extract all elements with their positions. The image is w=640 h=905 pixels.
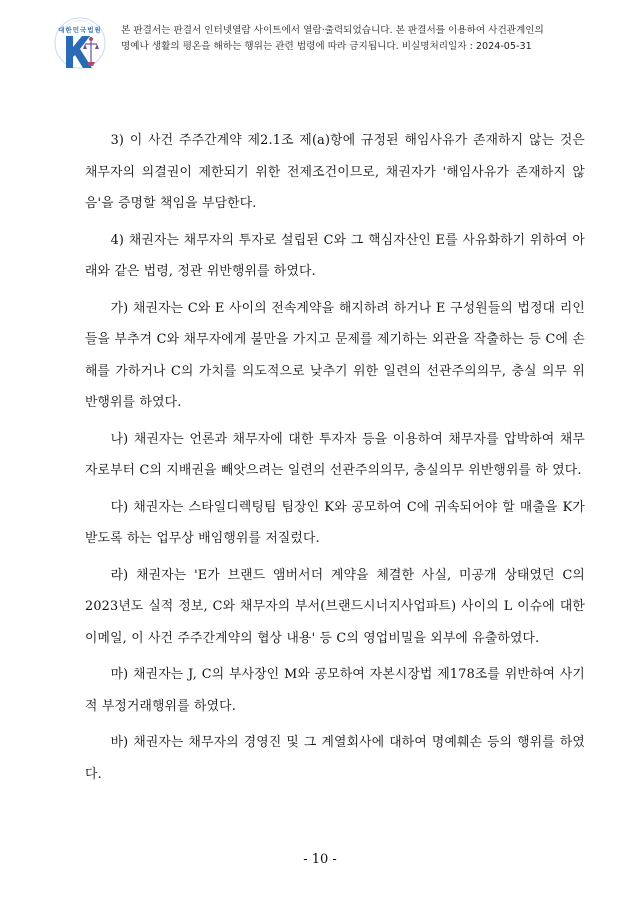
- logo-label: 대한민국법원: [58, 26, 102, 34]
- court-logo: [52, 14, 108, 74]
- paragraph-4-ma: [85, 659, 585, 722]
- court-emblem-icon: [52, 14, 108, 74]
- text-line: 채무자로부터 C의 지배권을 빼앗으려는 일련의 선관주의의무, 충실의무 위반행위를 하: [85, 431, 585, 478]
- text-line: 의무 위반행위를 하였다.: [85, 363, 585, 410]
- notice-line: 본 판결서는 판결서 인터넷열람 사이트에서 열람·출력되었습니다. 본 판결서를 이용하여 사건관계인의: [121, 25, 544, 36]
- text-line: 아래와 같은 법령, 정관 위반행위를 하였다.: [85, 232, 585, 279]
- text-line: 이메일, 이 사건 주주간계약의 협상 내용' 등 C의 영업비밀을 외부에 유출하였다.: [85, 630, 540, 646]
- paragraph-3: [85, 125, 585, 220]
- paragraph-4-na: [85, 424, 585, 487]
- document-body: [85, 125, 585, 795]
- text-line: 마) 채권자는 J, C의 부사장인 M와 공모하여 자본시장법 제178조를 위반하여: [110, 667, 556, 682]
- notice-line: 명예나 생활의 평온을 해하는 행위는 관련 법령에 따라 금지됩니다. 비실명처리일자 : 2024-05-31: [121, 41, 532, 52]
- text-line: 바) 채권자는 채무자의 경영진 및 그 계열회사에 대하여 명예훼손 등의 행위를: [110, 735, 555, 750]
- text-line: 나) 채권자는 언론과 채무자에 대한 투자자 등을 이용하여 채무자를 압박하여: [110, 431, 555, 447]
- text-line: 사기적 부정거래행위를 하였다.: [85, 667, 585, 714]
- text-line: 라) 채권자는 'E가 브랜드 앰버서더 계약을 체결한 사실, 미공개 상태였던 C의: [110, 567, 585, 583]
- text-line: 하였다.: [85, 735, 585, 782]
- text-line: 리인들을 부추겨 C와 채무자에게 불만을 가지고 문제를 제기하는 외관을 작출하는 등: [85, 300, 585, 347]
- text-line: 채무자의 의결권이 제한되기 위한 전제조건이므로, 채권자가 '해임사유가 존재하지 않: [85, 164, 585, 180]
- document-header: [0, 0, 640, 80]
- text-line: C에 손해를 가하거나 C의 가치를 의도적으로 낮추기 위한 일련의 선관주의의무, 충실: [85, 332, 585, 379]
- paragraph-4-ba: [85, 727, 585, 790]
- text-line: 3) 이 사건 주주간계약 제2.1조 제(a)항에 규정된 해임사유가 존재하지 않는 것은: [110, 133, 585, 148]
- text-line: 다) 채권자는 스타일디렉팅팀 팀장인 K와 공모하여 C에 귀속되어야 할 매출을: [110, 499, 558, 515]
- paragraph-4: [85, 225, 585, 288]
- text-line: 4) 채권자는 채무자의 투자로 설립된 C와 그 핵심자산인 E를 사유화하기 위하여: [110, 232, 568, 248]
- text-line: K가 받도록 하는 업무상 배임행위를 저질렀다.: [85, 499, 585, 546]
- text-line: 2023년도 실적 정보, C와 채무자의 부서(브랜드시너지사업파트) 사이의 L 이슈에 대한: [85, 599, 585, 614]
- text-line: 였다.: [552, 463, 582, 478]
- paragraph-4-da: [85, 492, 585, 555]
- paragraph-4-ra: [85, 560, 585, 655]
- usage-notice: [121, 23, 626, 55]
- page-number: - 10 -: [303, 852, 337, 867]
- paragraph-4-ga: [85, 293, 585, 419]
- text-line: 음'을 증명할 책임을 부담한다.: [85, 196, 257, 211]
- text-line: 가) 채권자는 C와 E 사이의 전속계약을 해지하려 하거나 E 구성원들의 법정대: [110, 300, 556, 316]
